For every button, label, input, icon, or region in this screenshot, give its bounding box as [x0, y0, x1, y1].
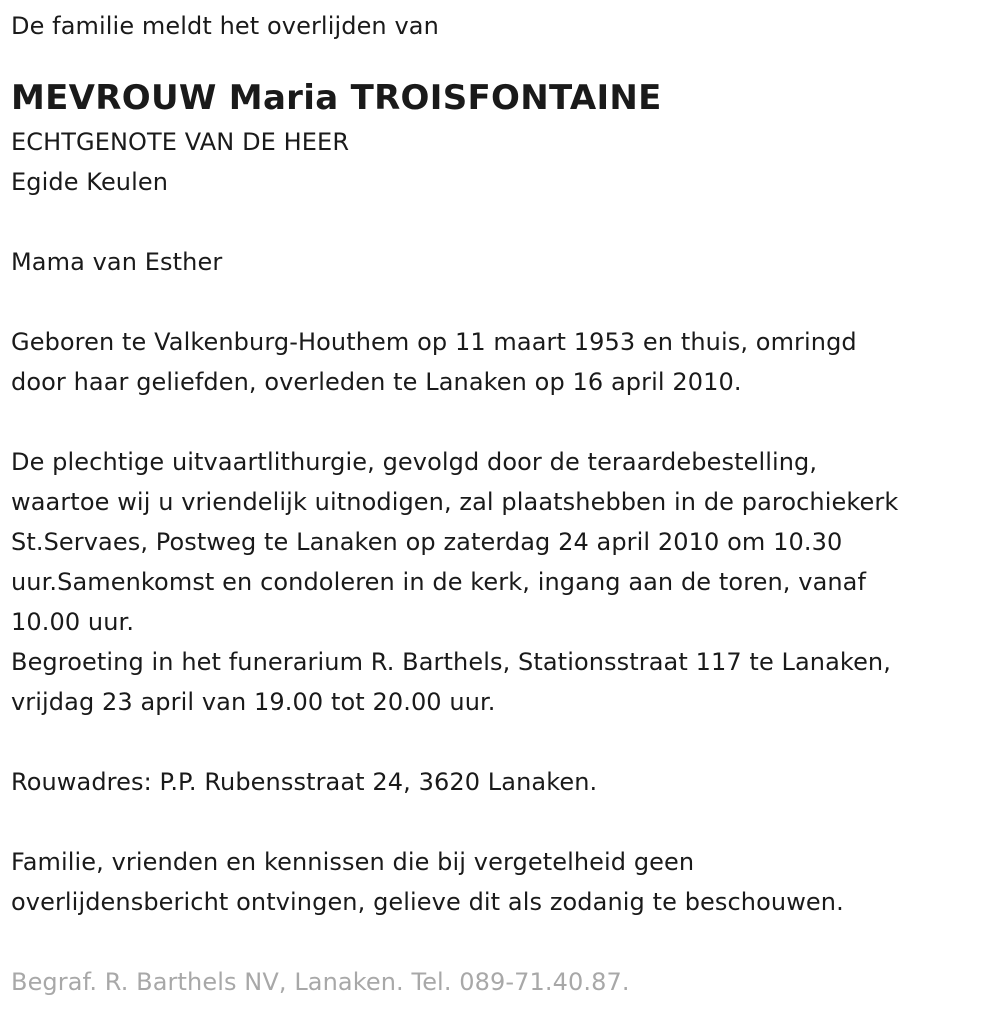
funeral-line: 10.00 uur. [11, 608, 135, 636]
spacer [11, 922, 996, 962]
closing-line: overlijdensbericht ontvingen, gelieve dit als zodanig te beschouwen. [11, 888, 844, 916]
undertaker-footer: Begraf. R. Barthels NV, Lanaken. Tel. 089-71.40.87. [11, 968, 630, 996]
funeral-line: De plechtige uitvaartlithurgie, gevolgd door de teraardebestelling, [11, 448, 818, 476]
visitation-line: Begroeting in het funerarium R. Barthels, Stationsstraat 117 te Lanaken, [11, 648, 891, 676]
funeral-line: St.Servaes, Postweg te Lanaken op zaterdag 24 april 2010 om 10.30 [11, 528, 843, 556]
funeral-line: waartoe wij u vriendelijk uitnodigen, zal plaatshebben in de parochiekerk [11, 488, 899, 516]
mourning-address: Rouwadres: P.P. Rubensstraat 24, 3620 Lanaken. [11, 768, 598, 796]
death-notice [11, 6, 996, 1002]
birth-death-line: Geboren te Valkenburg-Houthem op 11 maart 1953 en thuis, omringd [11, 328, 857, 356]
spacer [11, 402, 996, 442]
spacer [11, 722, 996, 762]
spacer [11, 802, 996, 842]
spacer [11, 282, 996, 322]
spouse-name: Egide Keulen [11, 168, 169, 196]
closing-line: Familie, vrienden en kennissen die bij vergetelheid geen [11, 848, 695, 876]
spouse-title: ECHTGENOTE VAN DE HEER [11, 128, 350, 156]
intro-text: De familie meldt het overlijden van [11, 12, 439, 40]
funeral-line: uur.Samenkomst en condoleren in de kerk, ingang aan de toren, vanaf [11, 568, 867, 596]
birth-death-line: door haar geliefden, overleden te Lanaken op 16 april 2010. [11, 368, 742, 396]
visitation-line: vrijdag 23 april van 19.00 tot 20.00 uur. [11, 688, 496, 716]
spacer [11, 202, 996, 242]
deceased-name: MEVROUW Maria TROISFONTAINE [11, 78, 662, 118]
mother-of-text: Mama van Esther [11, 248, 223, 276]
